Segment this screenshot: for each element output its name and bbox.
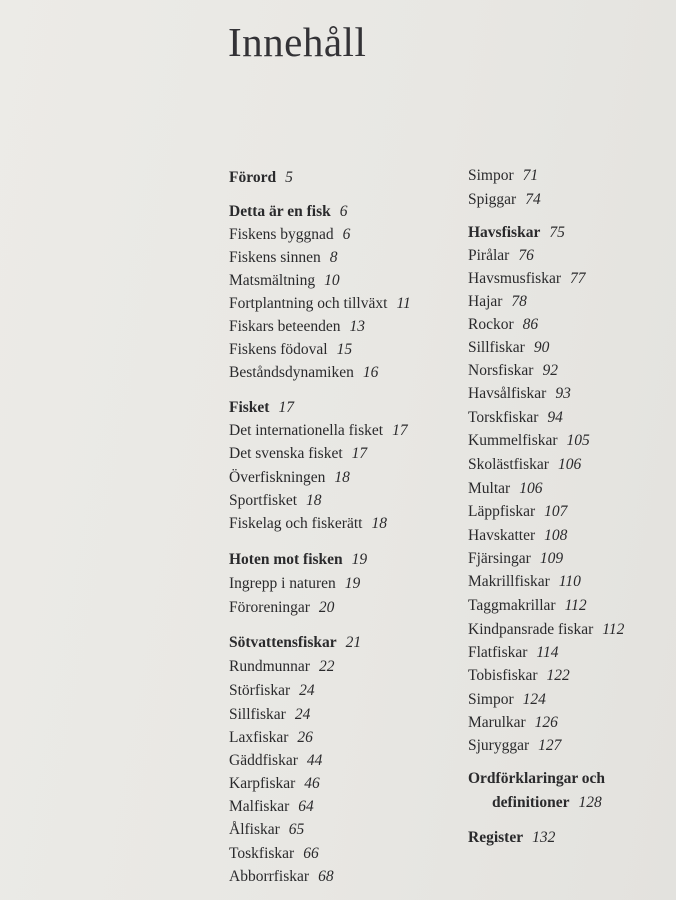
toc-page-number: 44 [306,752,323,769]
toc-page-number: 21 [345,634,362,651]
toc-entry [468,246,534,266]
toc-entry-label: Karpfiskar [229,775,296,792]
toc-page-number: 105 [566,432,590,449]
toc-page-number: 17 [351,445,368,462]
toc-page-number: 46 [304,775,320,792]
toc-entry-label: Fiskelag och fiskerätt [229,515,363,532]
toc-page-number: 108 [544,527,568,544]
toc-entry [229,491,322,511]
toc-entry [468,713,558,733]
toc-entry-label: Tobisfiskar [468,667,538,684]
toc-entry [229,225,350,245]
toc-page-number: 17 [278,399,294,416]
toc-entry [468,769,605,789]
toc-entry [229,797,314,817]
toc-entry [468,292,527,312]
toc-entry [468,315,538,335]
toc-page-number: 13 [349,318,365,335]
toc-entry-label: Detta är en fisk [229,203,331,220]
toc-entry-label: Föroreningar [229,599,310,616]
toc-page-number: 10 [324,272,340,289]
toc-entry-label: Gäddfiskar [229,752,298,769]
toc-entry-label: Störfiskar [229,682,291,699]
toc-entry [468,690,546,710]
toc-entry [229,468,350,488]
toc-entry [468,269,586,289]
toc-page-number: 77 [570,270,586,287]
toc-entry [468,431,590,451]
toc-entry [229,751,322,771]
toc-entry-label: Ålfiskar [229,821,280,838]
toc-page-number: 92 [542,362,558,379]
toc-page-number: 122 [546,667,570,684]
toc-entry-label: Makrillfiskar [468,573,550,590]
toc-entry-label: Fiskens sinnen [229,249,321,266]
toc-page-number: 71 [522,167,539,184]
toc-page-number: 112 [602,621,625,638]
toc-page-number: 128 [578,794,602,811]
toc-entry-label: Simpor [468,167,514,184]
toc-entry [229,340,352,360]
toc-entry-label: Fiskars beteenden [229,318,341,335]
toc-entry-label: Sötvattensfiskar [229,634,337,651]
toc-entry-label: Det internationella fisket [229,422,384,439]
toc-entry-label: Malfiskar [229,798,290,815]
toc-entry [468,666,570,686]
toc-entry-label: Torskfiskar [468,409,539,426]
toc-entry-label: Överfiskningen [229,469,326,486]
toc-entry [229,774,320,794]
toc-page-number: 18 [306,492,322,509]
toc-page-number: 126 [534,714,558,731]
toc-entry-label: definitioner [492,794,570,811]
toc-entry [229,271,340,291]
toc-entry-label: Det svenska fisket [229,445,343,462]
toc-entry-label: Skolästfiskar [468,456,549,473]
toc-page-number: 6 [342,226,351,243]
toc-entry [468,455,581,475]
toc-page-number: 65 [288,821,305,838]
toc-page-number: 74 [525,191,541,208]
toc-entry [229,550,367,570]
toc-entry-label: Fortplantning och tillväxt [229,295,388,312]
toc-entry-label: Hajar [468,293,503,310]
toc-entry-label: Sillfiskar [229,706,286,723]
toc-entry [229,168,293,188]
toc-entry [468,190,541,210]
toc-entry-label: Fiskens födoval [229,341,328,358]
toc-entry [229,574,360,594]
toc-entry [468,549,563,569]
toc-entry [229,681,315,701]
toc-entry-label: Beståndsdynamiken [229,364,354,381]
toc-page-number: 106 [519,480,543,497]
toc-entry-label: Spiggar [468,191,517,208]
toc-page-number: 78 [511,293,527,310]
toc-entry-label: Rundmunnar [229,658,310,675]
toc-page-number: 16 [362,364,379,381]
toc-entry-label: Sportfisket [229,492,298,509]
toc-page-number: 5 [285,169,293,186]
toc-entry-label: Havsmusfiskar [468,270,561,287]
toc-entry [229,867,334,887]
toc-page-number: 26 [297,729,313,746]
toc-entry-label: Läppfiskar [468,503,536,520]
toc-entry-label: Multar [468,480,511,497]
toc-entry-label: Kindpansrade fiskar [468,621,594,638]
toc-page-number: 109 [539,550,564,567]
toc-entry [468,793,602,813]
toc-page-number: 11 [396,295,411,312]
toc-page-number: 24 [294,706,311,723]
toc-entry [229,202,348,222]
toc-entry-label: Fjärsingar [468,550,531,567]
toc-entry-label: Norsfiskar [468,362,534,379]
toc-entry [468,643,559,663]
toc-entry-label: Förord [229,169,277,186]
toc-page-number: 22 [318,658,335,675]
toc-entry-label: Sjuryggar [468,737,530,754]
toc-page-number: 132 [532,829,556,846]
toc-entry-label: Havsfiskar [468,224,541,241]
toc-entry-label: Matsmältning [229,272,316,289]
toc-entry-label: Taggmakrillar [468,597,556,614]
toc-page-number: 75 [549,224,565,241]
toc-page-number: 94 [547,409,563,426]
toc-entry [229,820,304,840]
toc-page-number: 106 [557,456,582,473]
toc-page-number: 86 [522,316,539,333]
toc-entry [468,408,563,428]
toc-entry [229,421,408,441]
toc-entry [229,317,365,337]
toc-page-number: 15 [336,341,353,358]
toc-entry-label: Fiskens byggnad [229,226,334,243]
toc-entry [468,361,558,381]
page-title: Innehåll [228,19,367,65]
toc-page-number: 90 [533,339,550,356]
toc-entry [229,398,294,418]
toc-entry [229,844,319,864]
toc-entry-label: Ordförklaringar och [468,770,606,787]
toc-page-number: 107 [544,503,568,520]
toc-page-number: 19 [351,551,368,568]
toc-entry [229,294,411,314]
toc-entry-label: Marulkar [468,714,526,731]
toc-page-number: 17 [392,422,408,439]
toc-entry [229,705,310,725]
toc-entry [468,502,567,522]
toc-entry [468,338,549,358]
toc-entry [468,166,538,186]
toc-entry [468,572,581,592]
toc-page-number: 93 [555,385,571,402]
toc-entry [468,384,571,404]
toc-entry [468,479,542,499]
toc-entry [229,657,334,677]
toc-entry-label: Fisket [229,399,270,416]
toc-page-number: 124 [522,691,546,708]
toc-entry-label: Toskfiskar [229,845,295,862]
toc-entry [468,620,624,640]
toc-entry-label: Havskatter [468,527,536,544]
toc-entry [468,736,561,756]
toc-page-number: 18 [334,469,350,486]
toc-entry [229,363,378,383]
toc-page-number: 76 [518,247,534,264]
toc-entry [468,223,565,243]
toc-entry-label: Rockor [468,316,514,333]
toc-entry [468,526,567,546]
toc-page-number: 114 [536,644,559,661]
toc-page-number: 19 [344,575,361,592]
toc-entry [468,596,587,616]
toc-entry [229,514,387,534]
toc-page-number: 6 [339,203,348,220]
toc-entry [468,828,555,848]
toc-page-number: 127 [538,737,562,754]
toc-entry-label: Hoten mot fisken [229,551,343,568]
toc-page-number: 20 [318,599,335,616]
toc-entry-label: Register [468,829,524,846]
toc-entry [229,444,367,464]
toc-page-number: 66 [303,845,319,862]
toc-page-number: 64 [298,798,314,815]
toc-entry [229,598,334,618]
toc-page-number: 24 [299,682,315,699]
toc-entry-label: Laxfiskar [229,729,289,746]
toc-entry-label: Pirålar [468,247,510,264]
toc-entry-label: Havsålfiskar [468,385,547,402]
toc-entry-label: Sillfiskar [468,339,525,356]
toc-entry [229,633,361,653]
toc-page-number: 8 [329,249,338,266]
toc-page-number: 18 [371,515,387,532]
toc-entry-label: Flatfiskar [468,644,528,661]
toc-page-number: 112 [564,597,587,614]
toc-entry [229,248,337,268]
toc-page-number: 68 [318,868,334,885]
toc-entry-label: Kummelfiskar [468,432,558,449]
toc-entry-label: Abborrfiskar [229,868,310,885]
toc-entry [229,728,313,748]
toc-page-number: 110 [558,573,581,590]
toc-entry-label: Simpor [468,691,514,708]
toc-entry-label: Ingrepp i naturen [229,575,336,592]
